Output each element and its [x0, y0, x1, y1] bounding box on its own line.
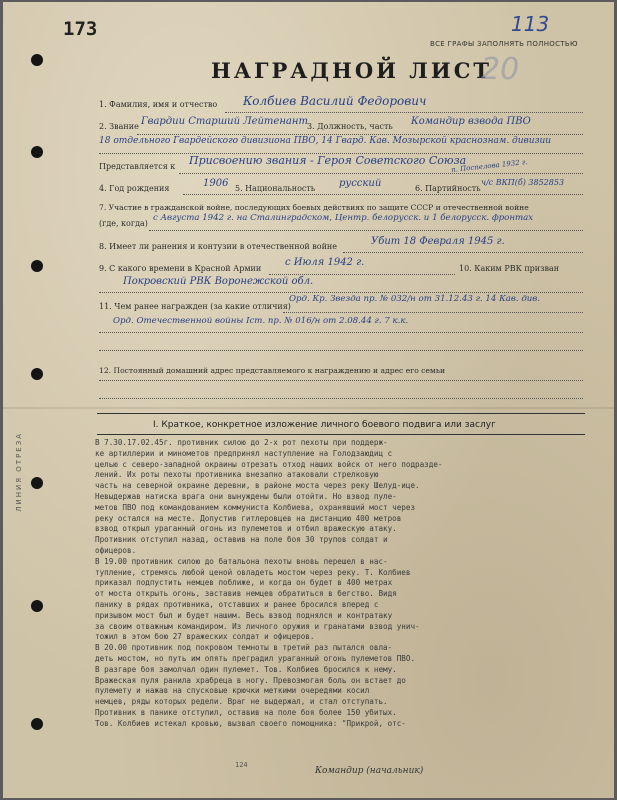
signature-label: Командир (начальник) — [315, 766, 424, 776]
handwritten-number: 113 — [511, 12, 550, 36]
field-note-presented: п. Поспелова 1932 г. — [450, 158, 529, 174]
binder-hole — [31, 260, 43, 272]
field-value-wounds: Убит 18 Февраля 1945 г. — [371, 236, 505, 247]
fill-line — [99, 398, 583, 399]
body-line: пулемету и нажав на спусковые крючки меткими очередями косил — [95, 686, 370, 696]
body-line: офицеров. — [95, 545, 137, 555]
body-line: тожил в этом бою 27 вражеских солдат и офицеров. — [95, 632, 315, 642]
field-label-where-when: (где, когда) — [99, 219, 148, 228]
binder-hole — [31, 54, 43, 66]
fill-line — [269, 274, 455, 275]
body-line: реку остался на месте. Допустив гитлеровцев на дистанцию 400 метров — [95, 513, 402, 523]
field-label-presented: Представляется к — [99, 162, 176, 171]
binder-hole — [31, 477, 43, 489]
field-value-rank: Гвардии Старший Лейтенант — [141, 116, 308, 127]
fill-line — [179, 173, 583, 174]
body-line: немцев, ряды которых редели. Враг не выдержал, и стал отступать. — [95, 697, 388, 707]
field-label-name: 1. Фамилия, имя и отчество — [99, 100, 218, 109]
field-label-previous-awards: 11. Чем ранее награжден (за какие отличия) — [99, 302, 291, 311]
field-value-birth-year: 1906 — [203, 178, 229, 189]
field-value-party: ч/с ВКП(б) 3852853 — [481, 178, 565, 187]
print-code: 124 — [235, 761, 248, 769]
fill-line — [99, 380, 583, 381]
body-line: панику в рядах противника, отставших и ранее бросился вперед с — [95, 599, 379, 609]
field-label-participation: 7. Участие в гражданской войне, последующих боевых действиях по защите СССР и отечественной войне — [99, 203, 529, 212]
body-line: целью с северо-западной окраины отрезать отход наших войск от него подразде- — [95, 459, 443, 469]
fill-line — [149, 230, 583, 231]
body-line: тупление, стремясь любой ценой овладеть мостом через реку. Т. Колбиев — [95, 567, 411, 577]
body-line: В 7.30.17.02.45г. противник силою до 2-х рот пехоты при поддерж- — [95, 438, 388, 447]
field-label-party: 6. Партийность — [415, 184, 481, 193]
field-label-address: 12. Постоянный домашний адрес представляемого к награждению и адрес его семьи — [99, 366, 446, 375]
top-note: ВСЕ ГРАФЫ ЗАПОЛНЯТЬ ПОЛНОСТЬЮ — [430, 40, 578, 48]
body-line: ке артиллерии и минометов предпринял наступление на Голодзаюдиц с — [95, 448, 393, 458]
binder-hole — [31, 368, 43, 380]
body-line: за своим отважным командиром. Из личного оружия и гранатами взвод унич- — [95, 621, 420, 631]
binder-hole — [31, 718, 43, 730]
body-line: В разгаре боя замолчал один пулемет. Тов. Колбиев бросился к нему. — [95, 664, 397, 674]
fill-line — [99, 332, 583, 333]
fill-line — [99, 350, 583, 351]
body-line: В 20.00 противник под покровом темноты в третий раз пытался овла- — [95, 643, 393, 653]
fill-line — [183, 194, 583, 195]
body-line: часть на северной окраине деревни, в районе моста через реку Шелуд-ице. — [95, 481, 420, 491]
field-label-service-since: 9. С какого времени в Красной Армии — [99, 264, 262, 273]
page-number: 173 — [63, 18, 98, 40]
body-line: от моста открыть огонь, заставив немцев обратиться в бегство. Видя — [95, 589, 397, 599]
stamp-handwriting: 20 — [481, 52, 520, 87]
field-value-position: Командир взвода ПВО — [411, 116, 531, 127]
field-label-birth-year: 4. Год рождения — [99, 184, 170, 193]
field-value-award-2: Орд. Отечественной войны Iст. пр. № 016/н от 2.08.44 г. 7 к.к. — [113, 316, 409, 326]
section-divider — [97, 434, 585, 435]
body-line: метов ПВО под командованием коммуниста Колбиева, охранявший мост через — [95, 502, 416, 512]
body-line: Противник отступил назад, оставив на поле боя 30 трупов солдат и — [95, 535, 388, 545]
field-label-rank: 2. Звание — [99, 122, 139, 131]
field-value-award-1: Орд. Кр. Звезда пр. № 032/н от 31.12.43 г. 14 Кав. див. — [289, 294, 541, 304]
cut-line-label: ЛИНИЯ ОТРЕЗА — [15, 432, 23, 512]
body-line: Вражеская пуля ранила храбреца в ногу. Превозмогая боль он встает до — [95, 675, 406, 685]
binder-hole — [31, 146, 43, 158]
field-value-participation: с Августа 1942 г. на Сталинградском, Центр. белорусск. и 1 белорусск. фронтах — [153, 213, 534, 223]
body-line: Противник в панике отступил, оставив на поле боя более 150 убитых. — [95, 707, 397, 717]
field-value-service-since: с Июля 1942 г. — [285, 257, 365, 268]
feat-description — [95, 438, 593, 730]
binder-hole — [31, 600, 43, 612]
field-value-presented: Присвоению звания - Героя Советского Союза — [189, 154, 467, 167]
field-value-unit: 18 отдельного Гвардейского дивизиона ПВО, 14 Гвард. Кав. Мозырской краснознам. дивизии — [99, 136, 552, 146]
body-line: В 19.00 противник силою до батальона пехоты вновь перешел в нас- — [95, 556, 388, 566]
document-title: НАГРАДНОЙ ЛИСТ — [211, 58, 493, 83]
fill-line — [99, 292, 583, 293]
fill-line — [343, 252, 583, 253]
body-line: деть мостом, но путь им опять преградил ураганный огонь пулеметов ПВО. — [95, 653, 416, 663]
body-line: лений. Их роты пехоты противника внезапно атаковали стрелковую — [95, 470, 379, 480]
fold-crease — [3, 407, 614, 409]
body-line: призывом мост был и будет нашим. Весь взвод поднялся и контратаку — [95, 610, 393, 620]
section-divider — [97, 413, 585, 414]
fill-line — [283, 312, 583, 313]
body-line: Невыдержав натиска врага они вынуждены были отойти. Но взвод пуле- — [95, 491, 397, 501]
section-title: I. Краткое, конкретное изложение личного боевого подвига или заслуг — [153, 420, 496, 430]
fill-line — [225, 112, 583, 113]
field-label-nationality: 5. Национальность — [235, 184, 316, 193]
body-line: взвод открыл ураганный огонь из пулеметов и отбил вражескую атаку. — [95, 524, 397, 534]
award-sheet — [3, 2, 614, 798]
field-value-rvk: Покровский РВК Воронежской обл. — [123, 276, 314, 287]
field-value-name: Колбиев Василий Федорович — [243, 94, 427, 108]
fill-line — [137, 134, 583, 135]
body-line: приказал подпустить немцев поближе, и когда он будет в 400 метрах — [95, 578, 393, 588]
field-label-wounds: 8. Имеет ли ранения и контузии в отечественной войне — [99, 242, 337, 251]
field-label-position: 3. Должность, часть — [307, 122, 393, 131]
field-label-rvk: 10. Каким РВК призван — [459, 264, 560, 273]
body-line: Тов. Колбиев истекал кровью, вызвал своего помощника: "Прикрой, отс- — [95, 718, 406, 728]
field-value-nationality: русский — [339, 178, 382, 189]
